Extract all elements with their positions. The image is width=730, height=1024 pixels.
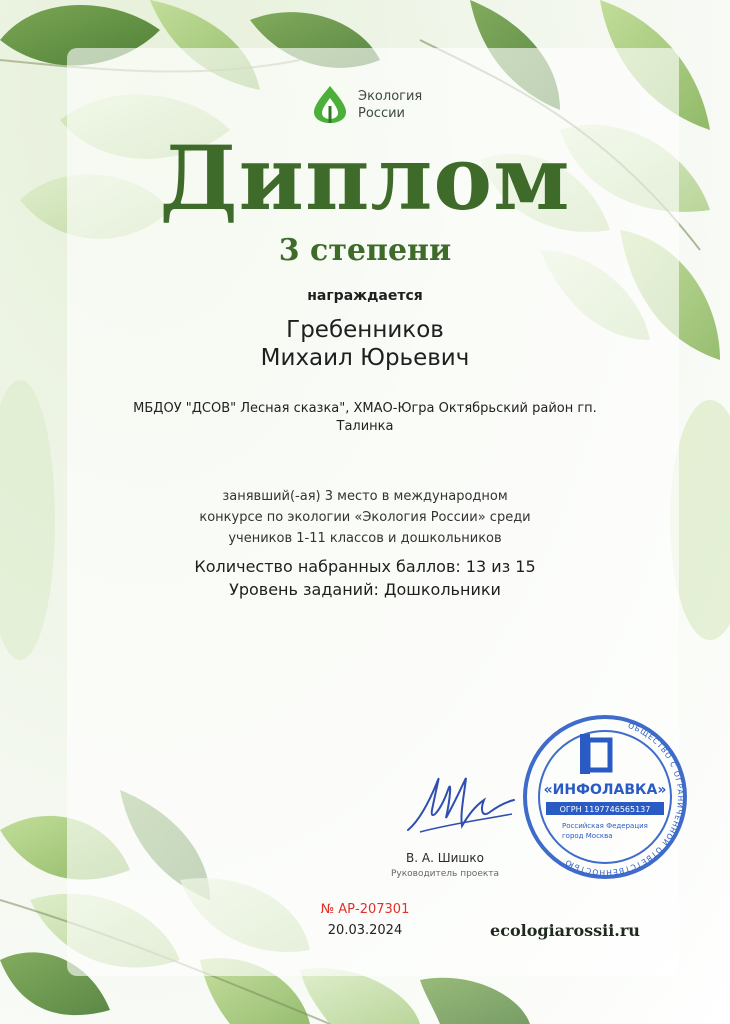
logo-line-2: России: [358, 106, 405, 121]
stamp-org-name: «ИНФОЛАВКА»: [543, 782, 667, 798]
recipient-given-name: Михаил Юрьевич: [260, 345, 470, 371]
recipient-surname: Гребенников: [286, 317, 444, 343]
signer-role: Руководитель проекта: [390, 869, 500, 879]
stamp-ogrn: ОГРН 1197746565137: [559, 805, 651, 814]
logo-text: [358, 88, 422, 122]
official-stamp: [520, 712, 690, 882]
awarded-label: награждается: [307, 288, 423, 304]
logo-line-1: Экология: [358, 89, 423, 104]
organization-line-1: МБДОУ "ДСОВ" Лесная сказка", ХМАО-Югра Октябрьский район гп.: [133, 401, 597, 416]
document-date: 20.03.2024: [327, 923, 403, 938]
stamp-country: Российская Федерация: [562, 822, 648, 830]
description-line-3: учеников 1-11 классов и дошкольников: [228, 531, 502, 546]
description-line-2: конкурсе по экологии «Экология России» среди: [199, 510, 531, 525]
document-number: № АР-207301: [320, 902, 410, 917]
recipient-name: [0, 316, 730, 372]
stamp-ring-text: ОБЩЕСТВО С ОГРАНИЧЕННОЙ ОТВЕТСТВЕННОСТЬЮ: [563, 720, 686, 878]
level-text: Уровень заданий: Дошкольники: [229, 580, 501, 599]
green-leaf-drop-icon: [310, 84, 350, 124]
website-link[interactable]: ecologiarossii.ru: [490, 921, 640, 940]
certificate-degree: 3 степени: [278, 233, 452, 268]
score-text: Количество набранных баллов: 13 из 15: [194, 557, 536, 576]
signature-image: [400, 760, 520, 840]
score-block: [60, 555, 670, 601]
organization-line-2: Талинка: [336, 419, 394, 434]
signer-name: В. А. Шишко: [406, 851, 484, 865]
organization: [90, 400, 640, 436]
achievement-description: [90, 486, 640, 549]
description-line-1: занявший(-ая) 3 место в международном: [222, 489, 508, 504]
certificate-title: Диплом: [159, 126, 571, 230]
stamp-city: город Москва: [562, 832, 613, 840]
